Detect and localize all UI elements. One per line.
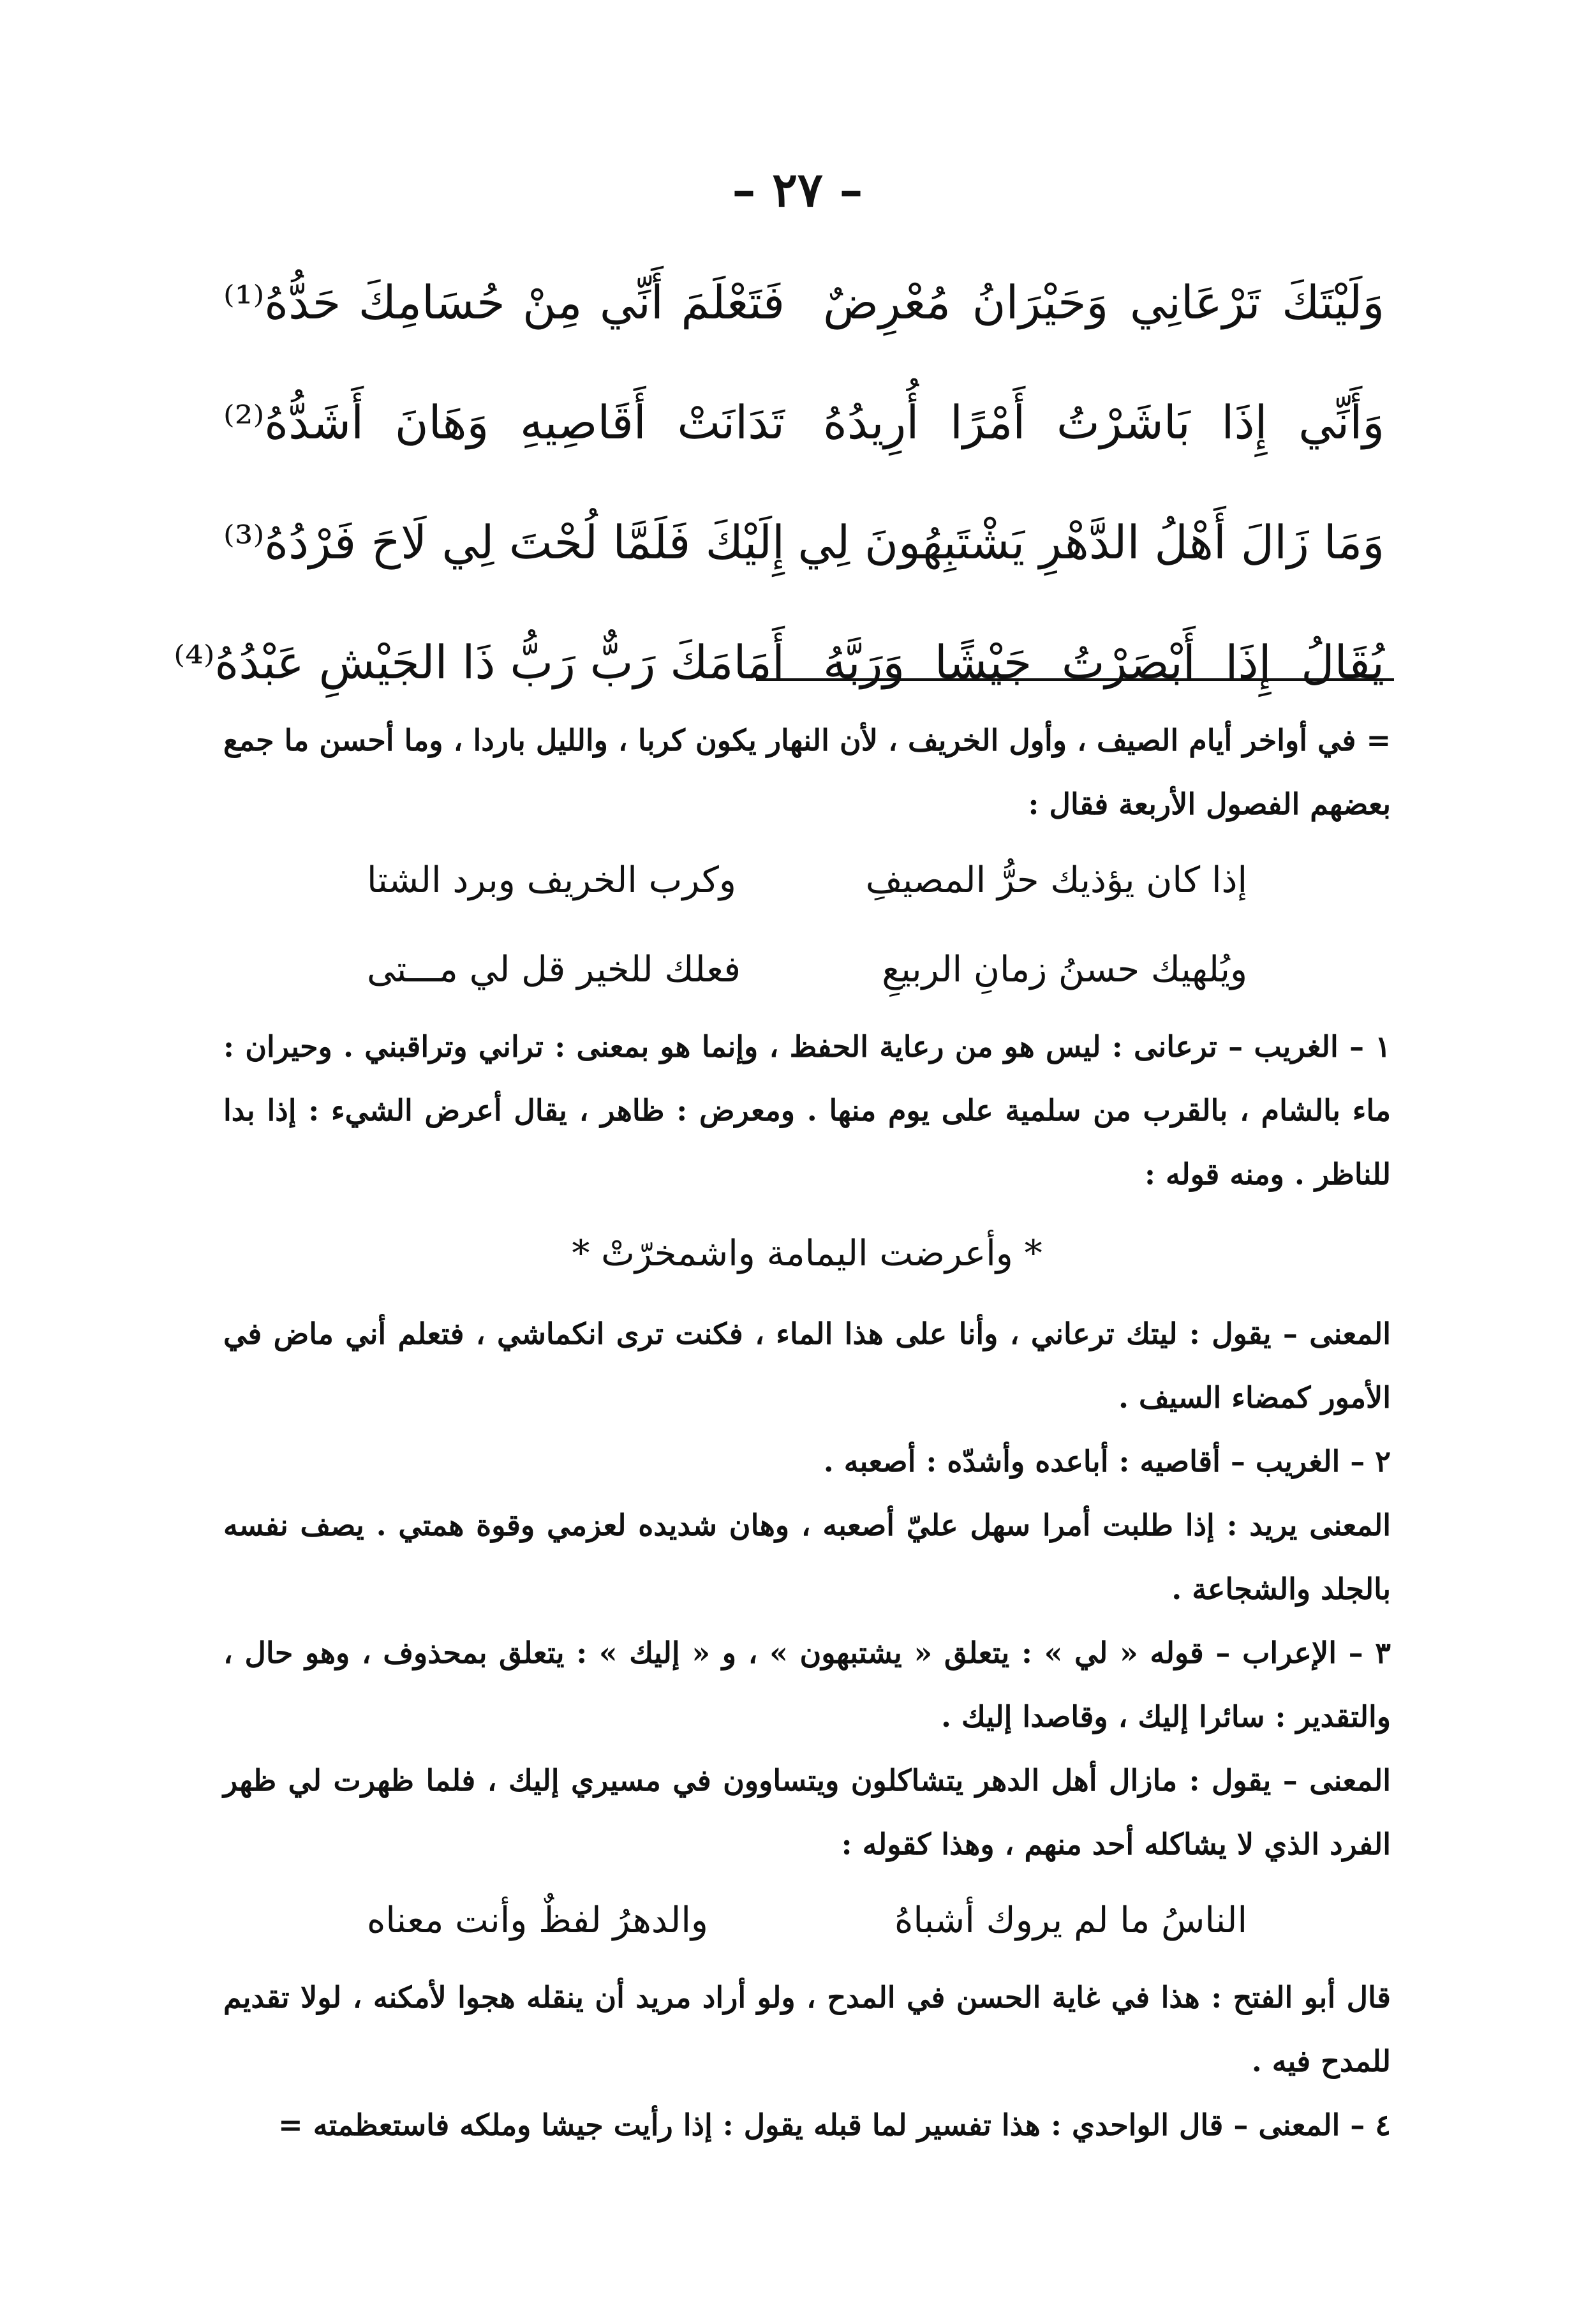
note-3-quoted-verse (367, 1876, 1247, 1965)
footnote-divider (756, 678, 1394, 681)
note-2-gharib: ٢ – الغريب – أقاصيه : أباعده وأشدّه : أصعبه . (823, 1444, 1391, 1479)
quoted-first-hemistich: ويُلهيك حسنُ زمانِ الربيعِ (882, 949, 1247, 990)
page-number: – ٢٧ – (732, 163, 863, 218)
verse-first-hemistich: وَلَيْتَكَ تَرْعَانِي وَحَيْرَانُ مُعْرِضٌ (823, 276, 1384, 329)
note-2-maana: المعنى يريد : إذا طلبت أمرا سهل عليّ أصعبه ، وهان شديده لعزمي وقوة همتي . يصف نفسه بالجلد والشجاعة . (223, 1508, 1391, 1606)
note-1-quote: * وأعرضت اليمامة واشمخرّتْ * (572, 1233, 1042, 1274)
poem-verse (223, 482, 1384, 602)
quoted-second-hemistich: وكرب الخريف وبرد الشتا (367, 860, 736, 901)
quoted-second-hemistich: فعلك للخير قل لي مـــتى (367, 949, 741, 990)
poem-verse (174, 602, 1384, 722)
note-3-maana: المعنى – يقول : مازال أهل الدهر يتشاكلون ويتساوون في مسيري إليك ، فلما ظهرت لي ظهر الفرد الذي لا يشاكله أحد منهم ، وهذا كقوله : (223, 1763, 1391, 1861)
note-1-maana: المعنى – يقول : ليتك ترعاني ، وأنا على هذا الماء ، فكنت ترى انكماشي ، فتعلم أني ماض في الأمور كمضاء السيف . (223, 1316, 1391, 1415)
poem-verse (223, 362, 1384, 482)
verse-first-hemistich: وَأَنِّي إِذَا بَاشَرْتُ أَمْرًا أُرِيدُهُ (823, 396, 1384, 449)
intro-paragraph: = في أواخر أيام الصيف ، وأول الخريف ، لأن النهار يكون كربا ، والليل باردا ، وما أحسن ما جمع بعضهم الفصول الأربعة فقال : (223, 723, 1391, 821)
verse-first-hemistich: يُقَالُ إِذَا أَبْصَرْتُ جَيْشًا وَرَبَّهُ (823, 636, 1384, 689)
quoted-verse (367, 836, 1247, 925)
quoted-first-hemistich: إذا كان يؤذيك حرُّ المصيفِ (865, 860, 1247, 901)
abulfath-paragraph: قال أبو الفتح : هذا في غاية الحسن في المدح ، ولو أراد مريد أن ينقله هجوا لأمكنه ، لولا تقديم للمدح فيه . (223, 1980, 1391, 2078)
verse-second-hemistich: فَتَعْلَمَ أَنِّي مِنْ حُسَامِكَ حَدُّهُ⁽¹⁾ (223, 276, 785, 329)
commentary-section (223, 708, 1391, 2157)
verse-second-hemistich: تَدَانَتْ أَقَاصِيهِ وَهَانَ أَشَدُّهُ⁽²⁾ (223, 396, 785, 449)
note-1-gharib: ١ – الغريب – ترعانى : ليس هو من رعاية الحفظ ، وإنما هو بمعنى : تراني وتراقبني . وحيران : ماء بالشام ، بالقرب من سلمية على يوم منها . ومعرض : ظاهر ، يقال أعرض الشيء : إذا بدا للناظر . ومنه قوله : (223, 1029, 1391, 1191)
quoted-first-hemistich: الناسُ ما لم يروك أشباهُ (894, 1900, 1247, 1941)
verse-first-hemistich: وَمَا زَالَ أَهْلُ الدَّهْرِ يَشْتَبِهُونَ لِي (798, 516, 1384, 569)
poem-verse (223, 242, 1384, 362)
note-4: ٤ – المعنى – قال الواحدي : هذا تفسير لما قبله يقول : إذا رأيت جيشا وملكه فاستعظمته = (278, 2108, 1391, 2142)
verse-second-hemistich: أَمَامَكَ رَبٌّ رَبُّ ذَا الجَيْشِ عَبْدُهُ⁽⁴⁾ (174, 636, 785, 689)
quoted-second-hemistich: والدهرُ لفظٌ وأنت معناه (367, 1900, 708, 1941)
note-3-irab: ٣ – الإعراب – قوله « لي » : يتعلق « يشتبهون » ، و « إليك » : يتعلق بمحذوف ، وهو حال ، والتقدير : سائرا إليك ، وقاصدا إليك . (223, 1635, 1391, 1734)
verse-second-hemistich: إِلَيْكَ فَلَمَّا لُحْتَ لِي لَاحَ فَرْدُهُ⁽³⁾ (223, 516, 785, 569)
quoted-verse (367, 925, 1247, 1015)
main-poem (174, 242, 1384, 722)
